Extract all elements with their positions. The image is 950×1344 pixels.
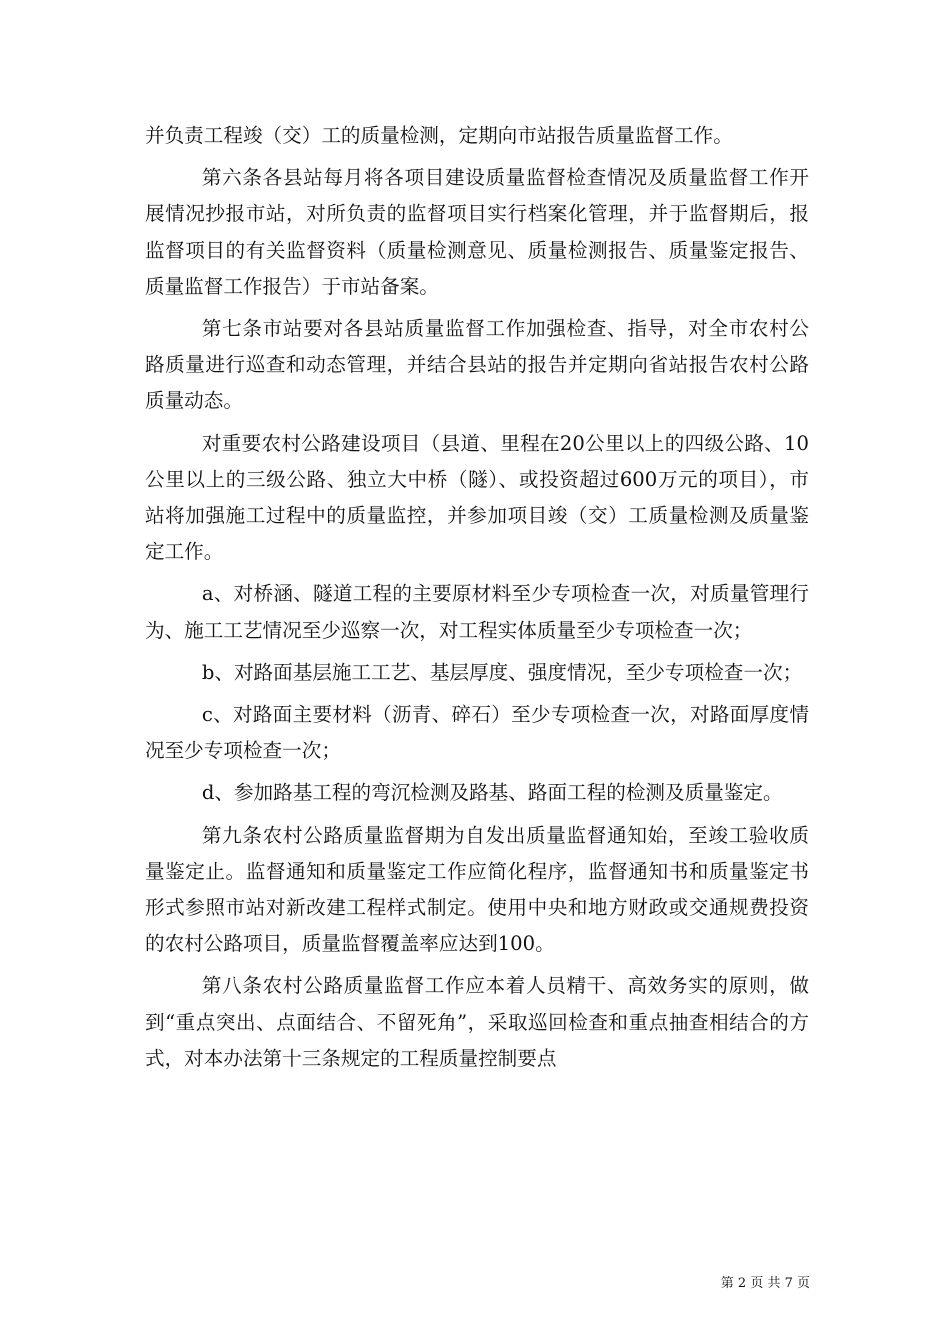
paragraph-item-d: d、参加路基工程的弯沉检测及路基、路面工程的检测及质量鉴定。	[201, 781, 783, 805]
paragraph-item-a: a、对桥涵、隧道工程的主要原材料至少专项检查一次，对质量管理行为、施工工艺情况至少巡察一次，对工程实体质量至少专项检查一次；	[145, 582, 809, 642]
paragraph-article-6: 第六条各县站每月将各项目建设质量监督检查情况及质量监督工作开展情况抄报市站，对所负责的监督项目实行档案化管理，并于监督期后，报监督项目的有关监督资料（质量检测意见、质量检测报告、质量鉴定报告、质量监督工作报告）于市站备案。	[145, 166, 809, 298]
document-body	[145, 118, 809, 1077]
paragraph-item-c: c、对路面主要材料（沥青、碎石）至少专项检查一次，对路面厚度情况至少专项检查一次；	[145, 703, 809, 763]
paragraph-article-9: 第九条农村公路质量监督期为自发出质量监督通知始，至竣工验收质量鉴定止。监督通知和质量鉴定工作应简化程序，监督通知书和质量鉴定书形式参照市站对新改建工程样式制定。使用中央和地方财政或交通规费投资的农村公路项目，质量监督覆盖率应达到100。	[145, 823, 809, 956]
page-number-footer: 第 2 页 共 7 页	[720, 1276, 810, 1291]
paragraph-item-b: b、对路面基层施工工艺、基层厚度、强度情况，至少专项检查一次；	[201, 660, 803, 684]
paragraph-important-projects: 对重要农村公路建设项目（县道、里程在20公里以上的四级公路、10公里以上的三级公路、独立大中桥（隧）、或投资超过600万元的项目），市站将加强施工过程中的质量监控，并参加项目竣（交）工质量检测及质量鉴定工作。	[145, 431, 809, 564]
paragraph-article-7: 第七条市站要对各县站质量监督工作加强检查、指导，对全市农村公路质量进行巡查和动态管理，并结合县站的报告并定期向省站报告农村公路质量动态。	[145, 317, 809, 413]
paragraph-continuation: 并负责工程竣（交）工的质量检测，定期向市站报告质量监督工作。	[145, 124, 733, 147]
paragraph-article-8: 第八条农村公路质量监督工作应本着人员精干、高效务实的原则，做到“重点突出、点面结合、不留死角”，采取巡回检查和重点抽查相结合的方式，对本办法第十三条规定的工程质量控制要点	[145, 974, 809, 1070]
